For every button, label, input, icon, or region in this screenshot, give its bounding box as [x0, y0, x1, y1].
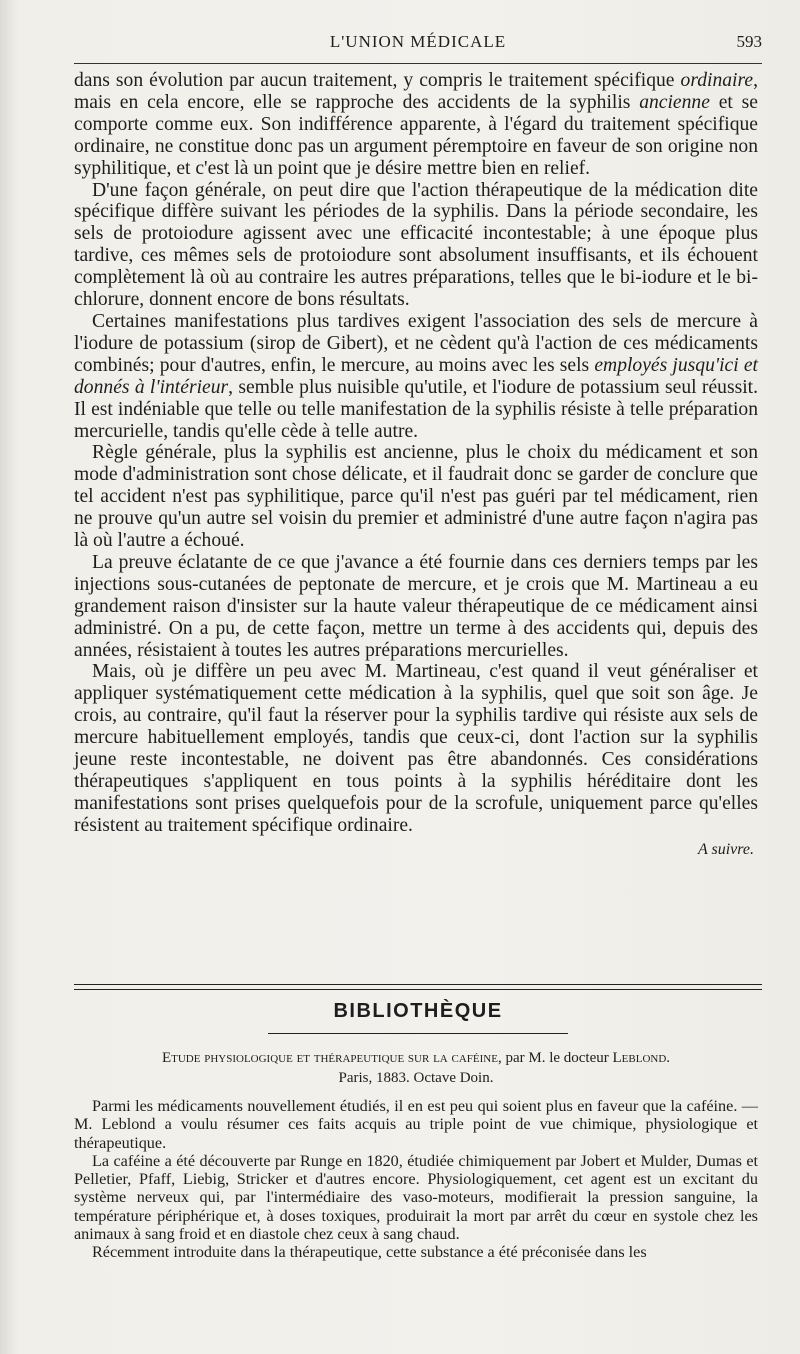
running-head	[74, 32, 762, 58]
section-divider	[74, 984, 762, 990]
review-paragraph-3: Récemment introduite dans la thérapeutique, cette substance a été préconisée dans les	[92, 1243, 647, 1262]
running-title: L'UNION MÉDICALE	[329, 32, 507, 51]
review-paragraph-2: La caféine a été découverte par Runge en 1820, étudiée chimiquement par Jobert et Mulder, Dumas et Pelletier, Pfaff, Liebig, Stricker et d'autres encore. Physiologiquement, cet agent est un excitant du système nerveux qui, par l'intermédiaire des vaso-moteurs, modifierait la pression sanguine, la température périphérique et, à doses toxiques, produirait la mort par arrêt du cœur en systole chez les animaux à sang froid et en diastole chez ceux à sang chaud.	[74, 1151, 758, 1244]
review-paragraph-1: Parmi les médicaments nouvellement étudiés, il en est peu qui soient plus en faveur que la caféine. — M. Leblond a voulu résumer ces faits acquis au triple point de vue chimique, physiologique et thérapeutique.	[74, 1097, 758, 1152]
reference-publisher: Paris, 1883. Octave Doin.	[338, 1070, 494, 1086]
paragraph-3: Certaines manifestations plus tardives exigent l'association des sels de mercure à l'iodure de potassium (sirop de Gibert), et ne cèdent qu'à l'action de ces médicaments combinés; pour d'autres, enfin, le mercure, au moins avec les sels employés jusqu'ici et donnés à l'intérieur, semble plus nuisible qu'utile, et l'iodure de potassium seul réussit. Il est indéniable que telle ou telle manifestation de la syphilis résiste à telle préparation mercurielle, tandis qu'elle cède à telle autre.	[74, 310, 758, 442]
paragraph-4: Règle générale, plus la syphilis est ancienne, plus le choix du médicament et son mode d'administration sont chose délicate, et il faudrait donc se garder de conclure que tel accident n'est pas syphilitique, parce qu'il n'est pas guéri par tel médicament, rien ne prouve qu'un autre sel voisin du premier et administré d'une autre façon n'agira pas là où l'autre a échoué.	[74, 442, 758, 552]
page-number: 593	[736, 32, 762, 51]
paragraph-6: Mais, où je diffère un peu avec M. Martineau, c'est quand il veut généraliser et appliquer systématiquement cette médication à la syphilis, quel que soit son âge. Je crois, au contraire, qu'il faut la réserver pour la syphilis tardive qui résiste aux sels de mercure habituellement employés, tandis que ceux-ci, dont l'action sur la syphilis jeune reste incontestable, ne doivent pas être abandonnés. Ces considérations thérapeutiques s'appliquent en tous points à la syphilis héréditaire dont les manifestations sont prises quelquefois pour de la scrofule, uniquement parce qu'elles résistent au traitement spécifique ordinaire.	[74, 661, 758, 836]
article-body	[74, 70, 758, 861]
bibliography-reference: Etude physiologique et thérapeutique sur la caféine, par M. le docteur Leblond. Paris, 1883. Octave Doin.	[161, 1050, 671, 1086]
paragraph-1: dans son évolution par aucun traitement, y compris le traitement spécifique ordinaire, mais en cela encore, elle se rapproche des accidents de la syphilis ancienne et se comporte comme eux. Son indifférence apparente, à l'égard du traitement spécifique ordinaire, ne constitue donc pas un argument péremptoire en faveur de son origine non syphilitique, et c'est là un point que je désire mettre bien en relief.	[74, 70, 758, 179]
reference-author: Leblond.	[612, 1050, 671, 1066]
title-rule	[268, 1033, 568, 1034]
paragraph-2: D'une façon générale, on peut dire que l'action thérapeutique de la médication dite spécifique diffère suivant les périodes de la syphilis. Dans la période secondaire, les sels de protoiodure agissent avec une efficacité incontestable; à une époque plus tardive, ces mêmes sels de protoiodure sont absolument insuffisants, et ils échouent complètement là où au contraire les autres préparations, telles que le bi-iodure et le bi-chlorure, donnent encore de bons résultats.	[74, 179, 758, 311]
to-be-continued: A suivre.	[698, 840, 754, 858]
paragraph-5: La preuve éclatante de ce que j'avance a été fournie dans ces derniers temps par les injections sous-cutanées de peptonate de mercure, et je crois que M. Martineau a eu grandement raison d'insister sur la haute valeur thérapeutique de ce médicament ainsi administré. On a pu, de cette façon, mettre un terme à des accidents qui, depuis des années, résistaient à toutes les autres préparations mercurielles.	[74, 551, 758, 661]
section-title: BIBLIOTHÈQUE	[333, 1000, 503, 1022]
bibliography-body	[74, 1097, 758, 1262]
reference-title: Etude physiologique et thérapeutique sur la caféine,	[161, 1050, 502, 1066]
header-rule	[74, 63, 762, 64]
